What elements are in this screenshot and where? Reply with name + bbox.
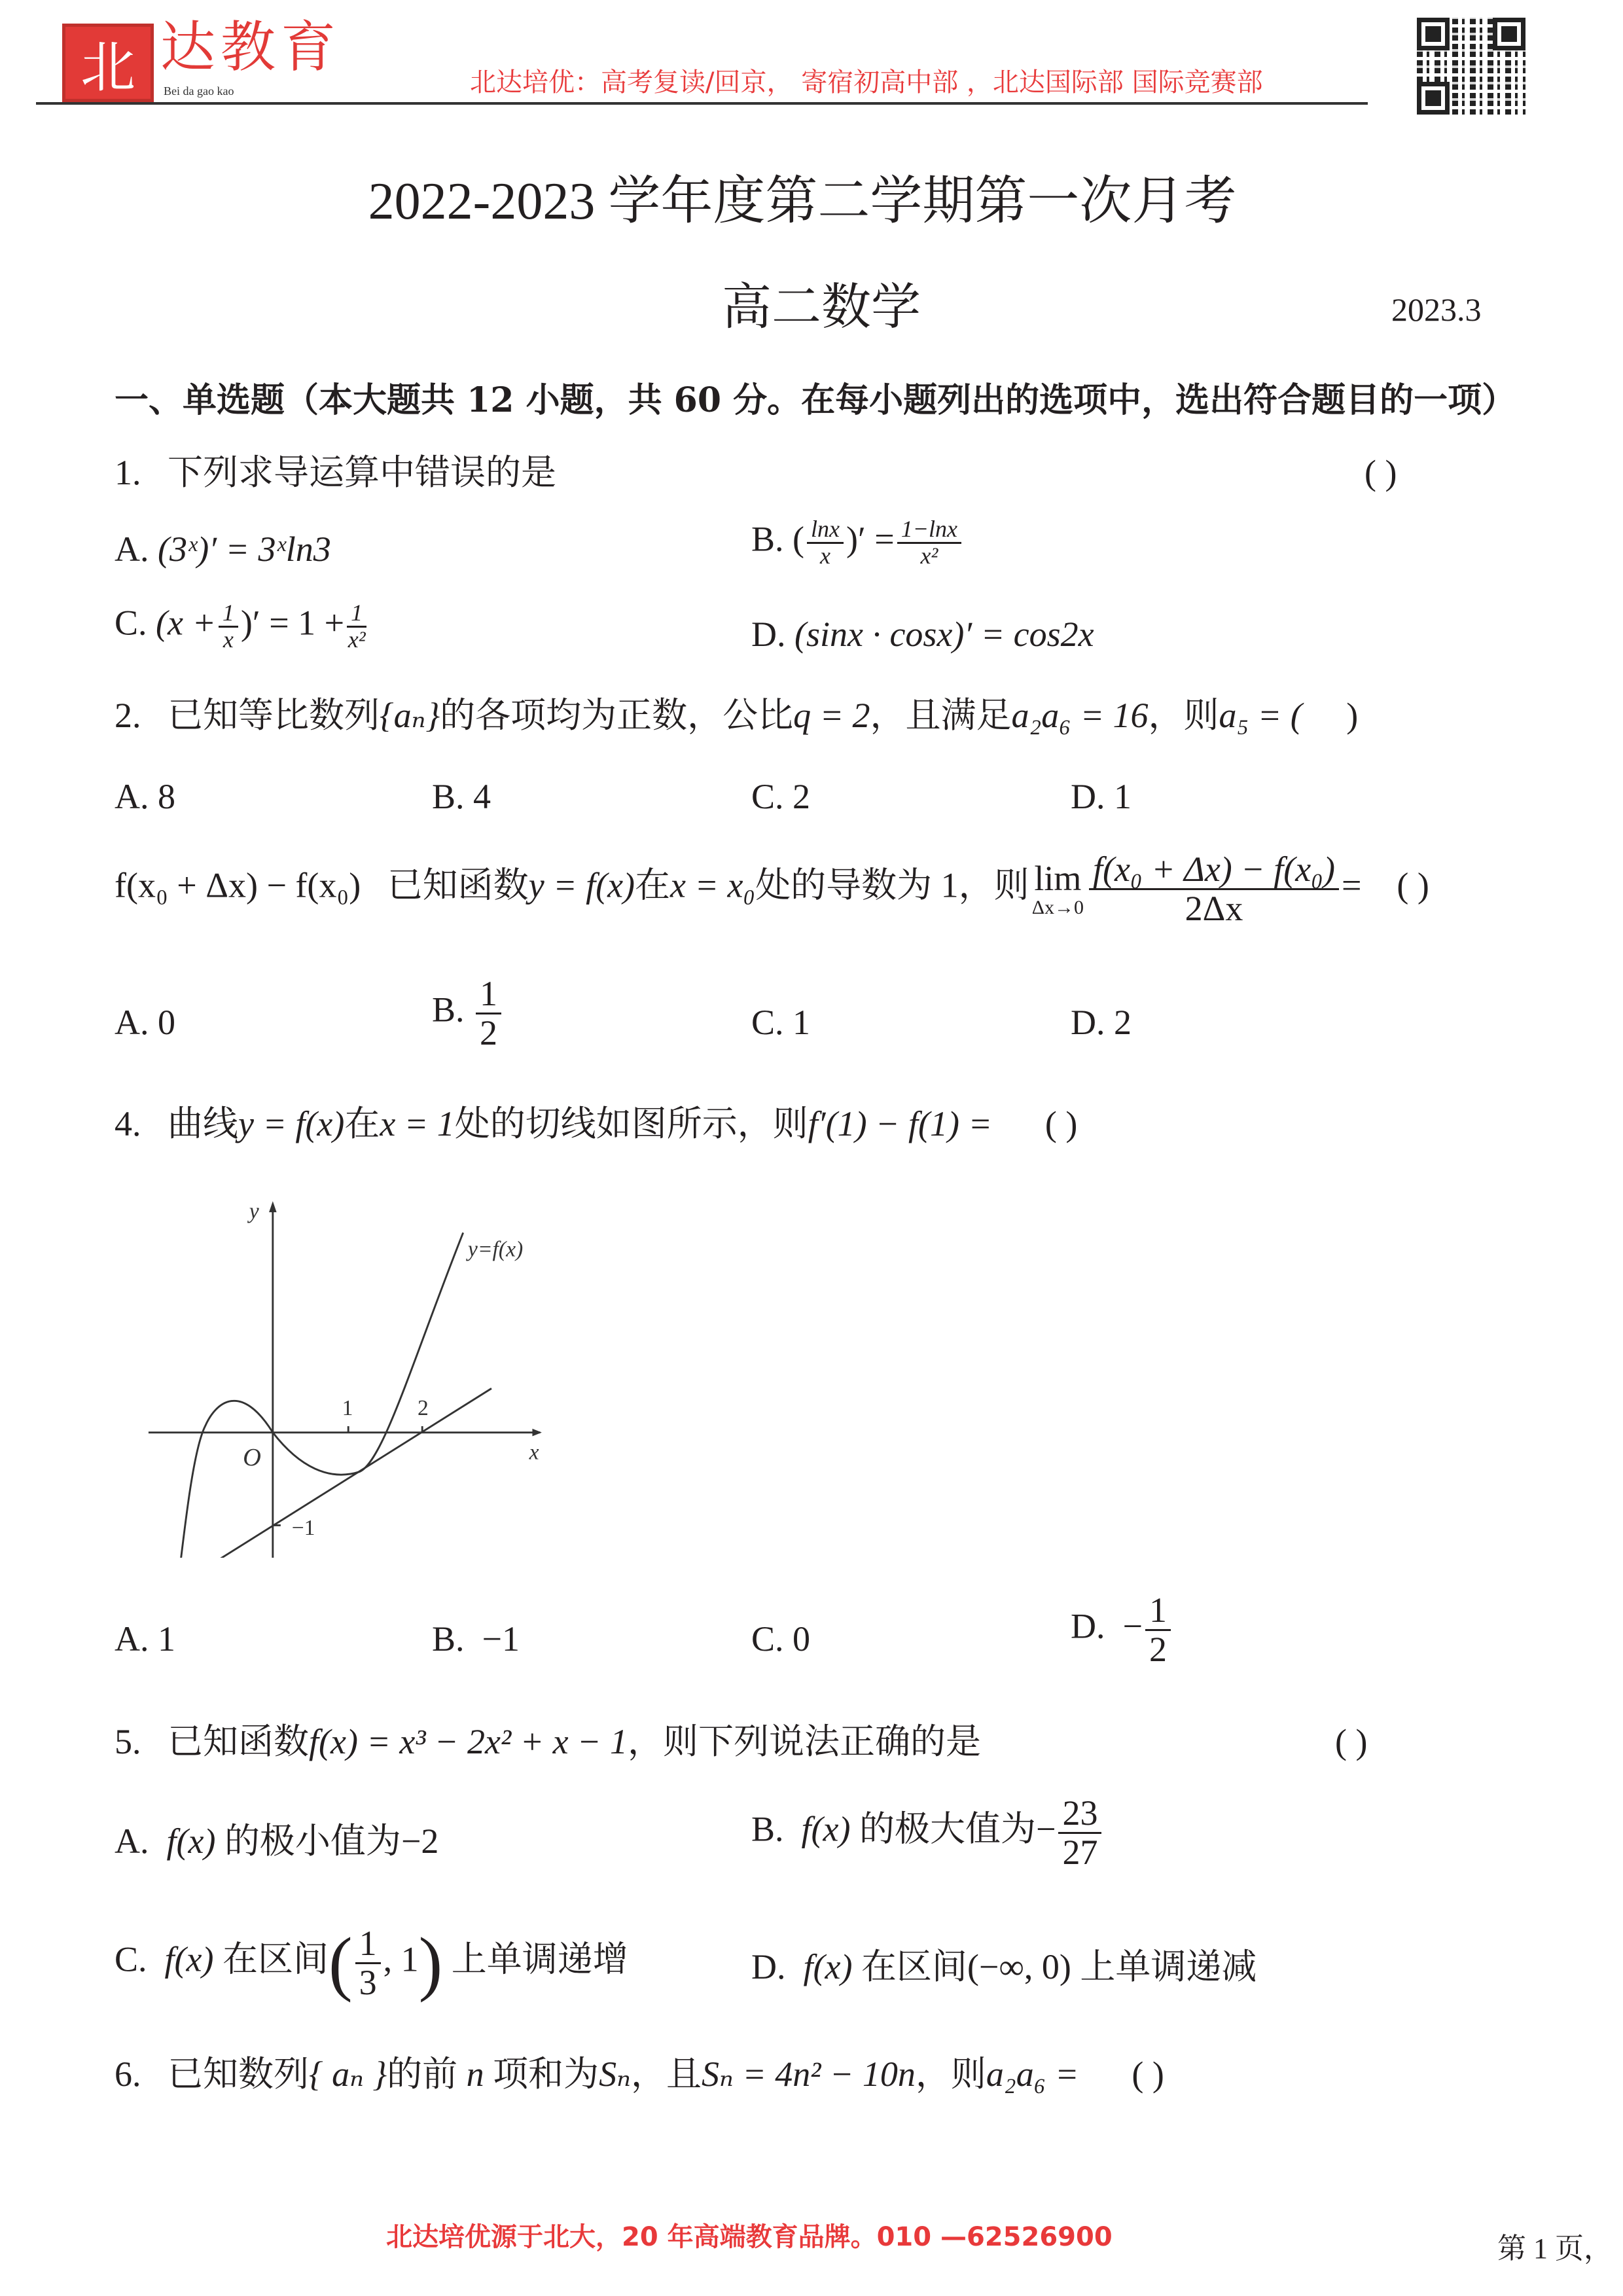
q2-option-c (751, 779, 810, 814)
curve-f (175, 1232, 463, 1558)
numerator: 23 (1058, 1795, 1101, 1834)
math: f(x) (801, 1809, 851, 1849)
option-value: 1 (1114, 777, 1132, 816)
sign: − (1122, 1606, 1143, 1646)
option-label: A. (115, 1003, 149, 1042)
option-label: A. (115, 1619, 149, 1659)
math: )′ = 1 + (240, 603, 345, 643)
q-number: 4. (115, 1104, 141, 1143)
option-value: 2 (1114, 1003, 1132, 1042)
option-text: 上单调递减 (1080, 1947, 1257, 1986)
numerator: lnx (807, 517, 844, 544)
q4-option-b (432, 1621, 520, 1657)
option-text: 的极小值为 (224, 1821, 401, 1861)
q-number: 6. (115, 2054, 141, 2094)
option-text: 在区间 (861, 1947, 967, 1986)
denominator: x² (920, 542, 938, 569)
math: Sₙ (599, 2054, 631, 2094)
math: ( (793, 519, 805, 559)
q3-option-c (751, 1005, 810, 1040)
option-label: A. (115, 777, 149, 816)
math: y = f(x) (238, 1104, 345, 1143)
paren-open: ( (328, 1923, 353, 2003)
y-label: y (249, 1199, 259, 1224)
page-number: 第 1 页， (1497, 2233, 1613, 2265)
q-text: 在 (344, 1104, 380, 1143)
sign: − (1035, 1809, 1056, 1849)
option-label: D. (751, 1947, 786, 1986)
fraction (1145, 1592, 1171, 1668)
paren: ) (1346, 696, 1359, 735)
option-value: 1 (158, 1619, 175, 1659)
math: f(x) (166, 1821, 216, 1861)
logo-text: 达教育 (160, 15, 342, 79)
footer-slogan: 北达培优源于北大，20 年高端教育品牌。010 —62526900 (386, 2222, 1113, 2252)
q-text: 处的切线如图所示，则 (454, 1104, 808, 1143)
option-label: B. (432, 990, 465, 1030)
q-number: 1. (115, 453, 141, 492)
q1-option-d (751, 617, 1094, 652)
option-label: C. (751, 1003, 784, 1042)
q1-option-b (751, 517, 964, 569)
math: {aₙ} (380, 696, 440, 735)
math: f(x) (803, 1947, 853, 1986)
q1-option-a (115, 531, 331, 567)
fraction (355, 1925, 381, 2001)
q5-option-b (751, 1795, 1104, 1871)
math: a₂a₆ = (986, 2054, 1079, 2094)
math: f′(1) − f(1) = (808, 1104, 992, 1143)
fraction (219, 601, 238, 653)
option-label: B. (751, 519, 784, 559)
curve-label: y=f(x) (467, 1237, 524, 1262)
q6-stem (115, 2056, 1164, 2092)
math: a₂a₆ = 16 (1011, 696, 1149, 735)
fraction (1058, 1795, 1101, 1871)
q-text: 下列求导运算中错误的是 (168, 453, 556, 492)
answer-paren: ( ) (1397, 865, 1429, 905)
header-tagline: 北达培优：高考复读/回京， 寄宿初高中部 ，北达国际部 国际竞赛部 (470, 67, 1263, 98)
fraction (1089, 851, 1339, 927)
q-number: 5. (115, 1722, 141, 1761)
math: f(x) = x³ − 2x² + x − 1 (309, 1722, 628, 1761)
math: n (466, 2054, 484, 2094)
option-label: A. (115, 529, 149, 569)
option-text: 的极大值为 (859, 1809, 1036, 1849)
exam-date: 2023.3 (1391, 291, 1482, 328)
origin-label: O (243, 1444, 261, 1472)
numerator: 1 (219, 601, 238, 628)
math: Sₙ = 4n² − 10n (701, 2054, 916, 2094)
lim-sub: Δx→0 (1031, 896, 1084, 918)
logo-glyph: 北 (80, 35, 135, 99)
q4-option-c (751, 1621, 810, 1657)
q1-option-c (115, 601, 369, 653)
q2-stem (115, 698, 1358, 733)
fraction (476, 975, 501, 1051)
option-value: −1 (482, 1619, 520, 1659)
option-label: B. (432, 777, 465, 816)
q4-stem (115, 1106, 1077, 1141)
numerator: 1−lnx (897, 517, 961, 544)
lim: lim (1034, 859, 1082, 899)
logo-mark (62, 24, 154, 102)
option-math: (3ˣ)′ = 3ˣln3 (158, 529, 331, 569)
denominator: x (223, 626, 234, 653)
option-value: 1 (793, 1003, 811, 1042)
option-label: D. (1071, 1606, 1105, 1646)
q-text: 已知函数 (387, 865, 529, 905)
fraction (807, 517, 844, 569)
math: q = 2 (793, 696, 870, 735)
denominator: 2 (480, 1013, 498, 1052)
math: y = f(x) (528, 865, 635, 905)
q3-option-a (115, 1005, 175, 1040)
option-value: 2 (793, 777, 811, 816)
q2-option-b (432, 779, 491, 814)
option-label: B. (751, 1809, 784, 1849)
math: )′ = (846, 519, 895, 559)
q-number: f(x₀ + Δx) − f(x₀) (115, 865, 361, 905)
q5-option-a (115, 1823, 438, 1859)
q4-option-d (1071, 1592, 1173, 1668)
answer-paren: ( ) (1132, 2054, 1164, 2094)
function-graph (98, 1165, 589, 1558)
option-label: A. (115, 1821, 149, 1861)
x-label: x (529, 1440, 539, 1465)
fraction (347, 601, 366, 653)
paren-close: ) (418, 1923, 443, 2003)
numerator: 1 (1145, 1592, 1171, 1631)
qr-corner (1417, 82, 1450, 115)
q-text: 已知数列 (168, 2054, 309, 2094)
option-value: 4 (473, 777, 491, 816)
qr-corner (1417, 18, 1450, 50)
q3-option-b (432, 975, 504, 1051)
q5-stem (115, 1724, 981, 1759)
numerator: 1 (476, 975, 501, 1014)
q4-option-a (115, 1621, 175, 1657)
tick-label-neg1: −1 (291, 1515, 315, 1540)
option-label: D. (751, 615, 786, 654)
math: , 1 (383, 1939, 419, 1979)
math: x = x₀ (670, 865, 756, 905)
option-label: D. (1071, 777, 1105, 816)
q-text: 在 (635, 865, 671, 905)
fraction (897, 517, 961, 569)
math: −2 (401, 1821, 439, 1861)
option-value: 0 (793, 1619, 811, 1659)
logo-subtitle: Bei da gao kao (164, 84, 234, 98)
q-text: 的各项均为正数，公比 (440, 696, 794, 735)
q2-option-d (1071, 779, 1132, 814)
option-text: 上单调递增 (451, 1939, 628, 1979)
q-text: 项和为 (493, 2054, 599, 2094)
option-text: 在区间 (222, 1939, 329, 1979)
option-label: C. (751, 777, 784, 816)
q-text: ，且 (630, 2054, 702, 2094)
qr-corner (1493, 18, 1525, 50)
qr-code-icon (1417, 18, 1525, 115)
q-text: ，则 (915, 2054, 986, 2094)
option-label: D. (1071, 1003, 1105, 1042)
q-text: 已知等比数列 (168, 696, 380, 735)
exam-subject: 高二数学 (722, 280, 921, 335)
tick-label-1: 1 (342, 1396, 353, 1421)
option-value: 8 (158, 777, 175, 816)
denominator: x² (348, 626, 366, 653)
option-label: B. (432, 1619, 465, 1659)
q1-stem (115, 455, 556, 490)
option-value: 0 (158, 1003, 175, 1042)
numerator: 1 (347, 601, 366, 628)
math: a₅ = ( (1219, 696, 1302, 735)
q5-option-c (115, 1922, 628, 2005)
q2-option-a (115, 779, 175, 814)
exam-title: 2022-2023 学年度第二学期第一次月考 (368, 173, 1237, 230)
math: (x + (156, 603, 216, 643)
answer-paren: ( ) (1335, 1722, 1368, 1761)
q-text: 曲线 (168, 1104, 238, 1143)
q-text: ，则 (1148, 696, 1219, 735)
q-number: 2. (115, 696, 141, 735)
q-text: 处的导数为 1，则 (755, 865, 1029, 905)
math: (−∞, 0) (967, 1947, 1071, 1986)
q-text: 已知函数 (168, 1722, 309, 1761)
math: f(x) (164, 1939, 214, 1979)
denominator: 27 (1062, 1832, 1098, 1872)
option-math: (sinx · cosx)′ = cos2x (794, 615, 1094, 654)
q3-option-d (1071, 1005, 1132, 1040)
q-text: 的前 (387, 2054, 458, 2094)
denominator: 3 (359, 1962, 377, 2002)
numerator: f(x₀ + Δx) − f(x₀) (1089, 851, 1339, 890)
limit (1032, 860, 1084, 918)
math: { aₙ } (309, 2054, 387, 2094)
y-arrow-icon (269, 1201, 277, 1212)
answer-paren: ( ) (1044, 1104, 1078, 1143)
x-arrow-icon (532, 1429, 541, 1437)
math: x = 1 (380, 1104, 455, 1143)
option-label: C. (115, 1939, 147, 1979)
numerator: 1 (355, 1925, 381, 1964)
answer-paren: ( ) (1364, 453, 1397, 492)
section-heading: 一、单选题（本大题共 12 小题，共 60 分。在每小题列出的选项中，选出符合题目的一项） (115, 380, 1516, 420)
denominator: 2 (1149, 1629, 1167, 1669)
q-text: ，且满足 (870, 696, 1012, 735)
math: = (1341, 865, 1362, 905)
tick-label-2: 2 (417, 1396, 429, 1421)
q5-option-d (751, 1949, 1257, 1984)
q3-stem (115, 851, 1429, 927)
option-label: C. (751, 1619, 784, 1659)
denominator: x (820, 542, 830, 569)
header-divider (36, 102, 1368, 105)
denominator: 2Δx (1185, 888, 1243, 928)
option-label: C. (115, 603, 147, 643)
q-text: ，则下列说法正确的是 (627, 1722, 981, 1761)
tangent-line (153, 1388, 491, 1558)
